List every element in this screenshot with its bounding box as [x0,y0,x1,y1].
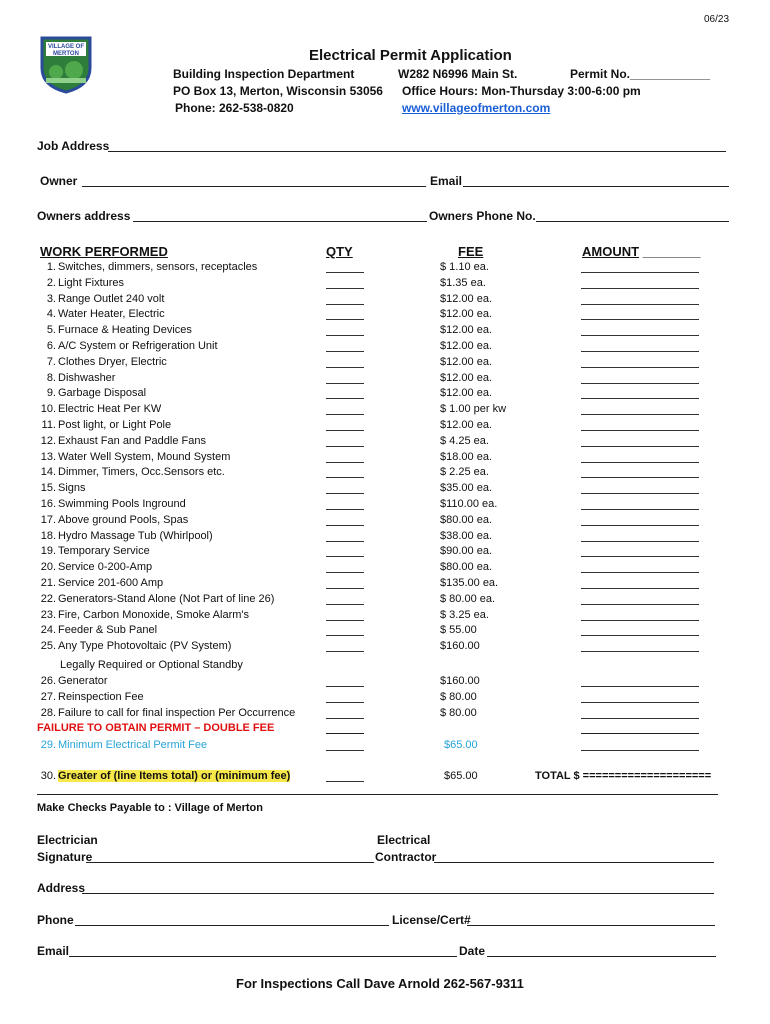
table-row [0,577,770,593]
payable-note: Make Checks Payable to : Village of Merton [37,802,263,814]
row-num: 22. [40,592,56,605]
row-desc: Hydro Massage Tub (Whirlpool) [58,529,213,542]
row-num: 27. [40,691,56,703]
address-field[interactable] [82,881,714,894]
phone: Phone: 262-538-0820 [175,101,294,115]
permit-number-field[interactable]: Permit No.____________ [570,67,711,81]
table-row [0,498,770,514]
row-num: 28. [40,707,56,719]
table-row [0,293,770,309]
row-fee: $ 55.00 [440,624,477,637]
qty-field[interactable] [326,435,364,447]
table-row [0,451,770,467]
qty-field[interactable] [326,545,364,557]
amount-field[interactable] [581,624,699,636]
table-row [0,308,770,324]
row-fee: $ 1.10 ea. [440,261,489,273]
row-fee: $12.00 ea. [440,387,492,400]
row-fee: $160.00 [440,675,480,687]
table-row [0,640,770,656]
row-fee: $12.00 ea. [440,340,492,352]
amount-field[interactable] [581,561,699,573]
row-num: 7. [46,355,56,368]
amount-field[interactable] [581,356,699,368]
row-fee: $ 4.25 ea. [440,434,489,447]
amount-field[interactable] [581,691,699,703]
row-num: 23. [40,608,56,621]
contractor-field[interactable] [434,850,714,863]
row-num: 8. [46,371,56,384]
row-desc: A/C System or Refrigeration Unit [58,340,218,352]
row-fee: $160.00 [440,640,480,653]
table-row [0,261,770,277]
table-row [0,530,770,546]
table-row [0,356,770,372]
owners-address-field[interactable] [133,209,427,222]
amount-field[interactable] [581,340,699,352]
row-fee: $ 80.00 ea. [440,592,496,605]
qty-field[interactable] [326,308,364,320]
qty-field[interactable] [326,561,364,573]
qty-field[interactable] [326,419,364,431]
qty-field[interactable] [326,770,364,782]
row-desc: Signs [58,482,86,495]
divider [37,785,718,795]
double-fee-amount[interactable] [581,722,699,734]
row-num: 17. [40,513,56,526]
row-fee: $1.35 ea. [440,276,486,289]
electrician-label: Electrician [37,833,98,847]
row-num: 5. [46,324,56,337]
row-fee: $90.00 ea. [440,545,492,558]
date-label: Date [459,944,486,958]
table-row [0,691,770,707]
row-num: 18. [40,529,56,542]
row-num: 2. [46,276,56,289]
greater-of-row [0,770,770,786]
row-fee: $12.00 ea. [440,371,492,384]
row-desc: Minimum Electrical Permit Fee [58,739,208,751]
row-desc: Greater of (line Items total) or (minimum fee) [58,770,291,782]
table-row [0,707,770,723]
row-num: 10. [40,403,56,416]
row-fee: $80.00 ea. [440,561,492,574]
date-field[interactable] [487,944,716,957]
table-row [0,609,770,625]
row-num: 9. [46,387,56,400]
qty-field[interactable] [326,466,364,478]
row-desc: Above ground Pools, Spas [58,513,189,526]
row-fee: $80.00 ea. [440,513,492,526]
amount-field[interactable] [581,675,699,687]
amount-field[interactable] [581,261,699,273]
row-desc: Temporary Service [58,545,150,558]
table-row [0,277,770,293]
qty-field[interactable] [326,387,364,399]
form-title: Electrical Permit Application [309,47,512,64]
amount-field[interactable] [581,577,699,589]
row-desc: Feeder & Sub Panel [58,624,158,637]
row-desc: Light Fixtures [58,276,125,289]
qty-field[interactable] [326,356,364,368]
row-num: 20. [40,561,56,574]
row-25-note: Legally Required or Optional Standby [60,659,243,671]
row-desc: Switches, dimmers, sensors, receptacles [58,261,258,273]
qty-field[interactable] [326,451,364,463]
village-logo [36,34,96,94]
phone-field[interactable] [75,913,389,926]
row-fee: $12.00 ea. [440,324,492,337]
row-desc: Failure to call for final inspection Per Occurrence [58,707,296,719]
qty-field[interactable] [326,277,364,289]
street-address: W282 N6996 Main St. [398,67,518,81]
row-fee: $12.00 ea. [440,419,492,431]
row-desc: Any Type Photovoltaic (PV System) [58,640,232,653]
amount-field[interactable] [581,640,699,652]
row-desc: Water Heater, Electric [58,308,165,321]
office-hours: Office Hours: Mon-Thursday 3:00-6:00 pm [402,84,641,98]
row-num: 29. [40,739,56,751]
min-fee-row [0,739,770,755]
row-num: 1. [46,261,56,273]
row-desc: Furnace & Heating Devices [58,324,192,337]
email-sig-field[interactable] [69,944,457,957]
qty-field[interactable] [326,324,364,336]
owners-address-label: Owners address [37,209,131,223]
row-fee: $12.00 ea. [440,292,492,305]
qty-field[interactable] [326,372,364,384]
row-desc: Post light, or Light Pole [58,419,172,431]
row-desc: Range Outlet 240 volt [58,292,165,305]
qty-field[interactable] [326,609,364,621]
row-num: 16. [40,498,56,510]
owners-phone-label: Owners Phone No. [429,209,536,223]
table-row [0,372,770,388]
row-num: 4. [46,308,56,321]
row-fee: $38.00 ea. [440,529,492,542]
inspection-contact: For Inspections Call Dave Arnold 262-567-9311 [236,976,524,991]
double-fee-warning: FAILURE TO OBTAIN PERMIT – DOUBLE FEE [37,722,275,734]
row-desc: Generator [58,675,108,687]
row-fee: $135.00 ea. [440,577,499,589]
amount-field[interactable] [581,419,699,431]
qty-field[interactable] [326,530,364,542]
table-row [0,466,770,482]
row-desc: Reinspection Fee [58,691,144,703]
row-desc: Clothes Dryer, Electric [58,355,167,368]
row-desc: Water Well System, Mound System [58,450,231,463]
amount-field[interactable] [581,739,699,751]
job-address-field[interactable] [108,139,726,152]
owner-label: Owner [40,174,78,188]
row-num: 21. [40,577,56,589]
row-fee: $12.00 ea. [440,355,492,368]
work-performed-header: WORK PERFORMED [40,244,168,259]
double-fee-qty[interactable] [326,722,364,734]
row-num: 26. [40,675,56,687]
row-desc: Dishwasher [58,371,116,384]
contractor-label: Contractor [375,850,437,864]
amount-field[interactable] [581,593,699,605]
amount-field[interactable] [581,403,699,415]
website-link[interactable]: www.villageofmerton.com [402,101,551,115]
amount-header-text: AMOUNT [582,244,640,259]
row-num: 15. [40,482,56,495]
license-field[interactable] [467,913,715,926]
amount-field[interactable] [581,482,699,494]
department: Building Inspection Department [173,67,355,81]
owner-field[interactable] [82,174,426,187]
electrical-label: Electrical [377,833,431,847]
qty-field[interactable] [326,293,364,305]
row-desc: Fire, Carbon Monoxide, Smoke Alarm's [58,608,250,621]
qty-header: QTY [326,244,353,259]
qty-field[interactable] [326,739,364,751]
qty-field[interactable] [326,482,364,494]
row-fee: $65.00 [444,770,478,782]
row-num: 25. [40,640,56,653]
address-label: Address [37,881,86,895]
amount-field[interactable] [581,530,699,542]
row-num: 12. [40,434,56,447]
qty-field[interactable] [326,675,364,687]
amount-field[interactable] [581,372,699,384]
row-desc: Garbage Disposal [58,387,147,400]
row-fee: $ 80.00 [440,707,477,719]
email-label: Email [430,174,463,188]
row-fee: $ 1.00 per kw [440,403,507,416]
amount-field[interactable] [581,293,699,305]
row-fee: $35.00 ea. [440,482,492,495]
row-fee: $18.00 ea. [440,450,492,463]
row-num: 6. [46,340,56,352]
amount-field[interactable] [581,609,699,621]
table-row [0,324,770,340]
amount-field[interactable] [581,514,699,526]
row-desc: Service 201-600 Amp [58,577,164,589]
table-row [0,593,770,609]
row-num: 14. [40,466,56,479]
amount-field[interactable] [581,435,699,447]
qty-field[interactable] [326,514,364,526]
amount-field[interactable] [581,707,699,719]
amount-field[interactable] [581,451,699,463]
row-desc: Generators-Stand Alone (Not Part of line 26) [58,592,275,605]
amount-field[interactable] [581,324,699,336]
table-row [0,545,770,561]
qty-field[interactable] [326,707,364,719]
row-desc: Exhaust Fan and Paddle Fans [58,434,206,447]
row-num: 3. [46,292,56,305]
row-fee: $110.00 ea. [440,498,498,510]
phone-label: Phone [37,913,74,927]
form-date: 06/23 [704,14,730,25]
row-num: 13. [40,450,56,463]
qty-field[interactable] [326,624,364,636]
qty-field[interactable] [326,340,364,352]
qty-field[interactable] [326,577,364,589]
qty-field[interactable] [326,691,364,703]
table-row [0,419,770,435]
table-row [0,435,770,451]
table-row [0,340,770,356]
email-sig-label: Email [37,944,70,958]
table-row [0,403,770,419]
row-num: 30. [40,770,56,782]
table-row [0,561,770,577]
qty-field[interactable] [326,593,364,605]
row-fee: $ 80.00 [440,691,477,703]
license-label: License/Cert# [392,913,471,927]
row-num: 24. [40,624,56,637]
signature-label: Signature [37,850,93,864]
row-desc: Swimming Pools Inground [58,498,186,510]
row-desc: Service 0-200-Amp [58,561,153,574]
amount-field[interactable] [581,466,699,478]
job-address-label: Job Address [37,139,110,153]
row-desc: Dimmer, Timers, Occ.Sensors etc. [58,466,225,479]
qty-field[interactable] [326,261,364,273]
fee-header: FEE [458,244,484,259]
email-field[interactable] [463,174,729,187]
amount-field[interactable] [581,277,699,289]
amount-field[interactable] [581,498,699,510]
table-row [0,482,770,498]
po-box: PO Box 13, Merton, Wisconsin 53056 [173,84,383,98]
amount-header: AMOUNT ________ [582,244,701,259]
qty-field[interactable] [326,403,364,415]
amount-field[interactable] [581,308,699,320]
table-row [0,624,770,640]
row-fee: $ 3.25 ea. [440,608,489,621]
row-fee: $65.00 [444,739,478,751]
table-row [0,514,770,530]
amount-field[interactable] [581,387,699,399]
row-num: 11. [41,419,56,431]
row-fee: $ 2.25 ea. [440,466,489,479]
amount-field[interactable] [581,545,699,557]
qty-field[interactable] [326,640,364,652]
logo-text: VILLAGE OF MERTON [48,44,84,57]
table-row [0,387,770,403]
signature-field[interactable] [86,850,374,863]
row-num: 19. [40,545,56,558]
row-desc: Electric Heat Per KW [58,403,162,416]
qty-field[interactable] [326,498,364,510]
row-fee: $12.00 ea. [440,308,492,321]
owners-phone-field[interactable] [536,209,729,222]
table-row [0,675,770,691]
total-field[interactable]: TOTAL $ ==================== [535,770,712,782]
